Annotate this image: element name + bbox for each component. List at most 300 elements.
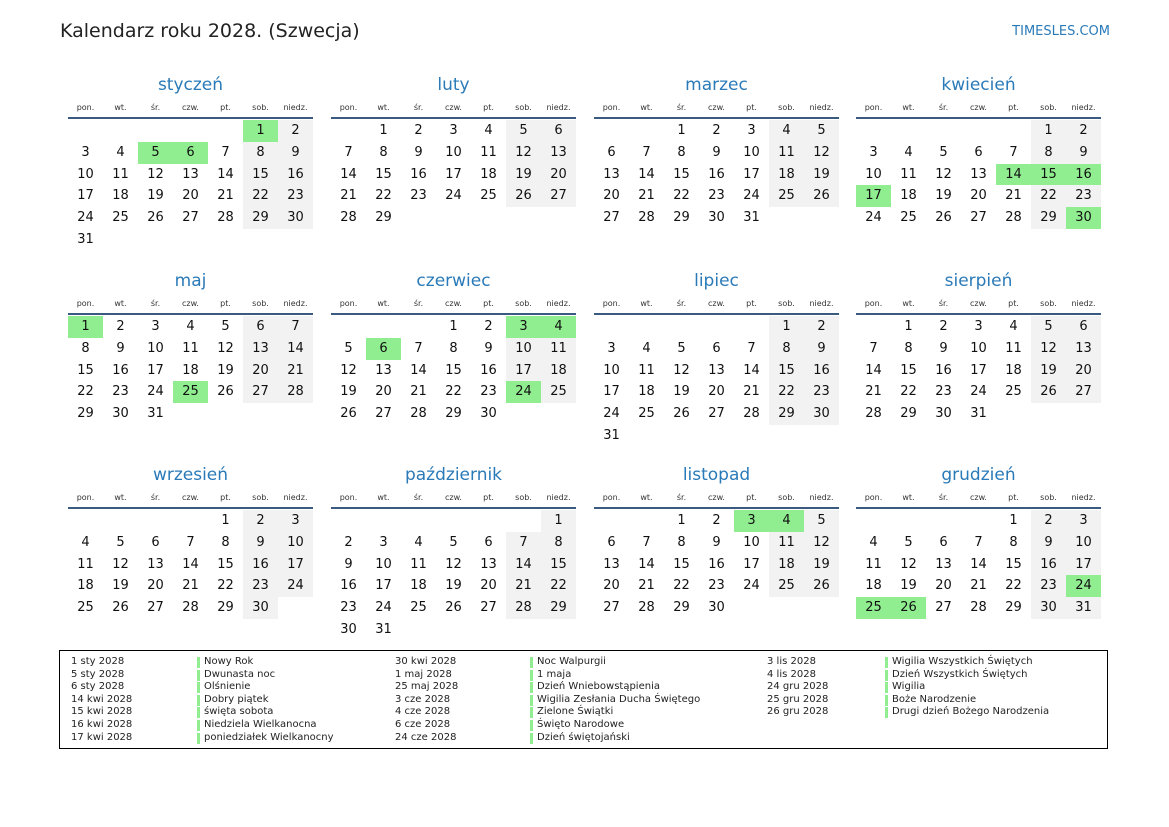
day-cell: 5 <box>344 340 353 356</box>
day-cell: 7 <box>506 532 541 554</box>
day-cell: 30 <box>708 210 725 226</box>
day-cell: 23 <box>804 381 839 403</box>
day-cell: 14 <box>638 556 655 572</box>
day-cell: 28 <box>340 210 357 226</box>
day-cell: 26 <box>217 384 234 400</box>
empty-cell <box>664 316 699 338</box>
day-cell: 6 <box>1066 316 1101 338</box>
day-cell: 14 <box>743 362 760 378</box>
day-cell: 4 <box>769 120 804 142</box>
day-cell: 28 <box>638 210 655 226</box>
day-cell: 15 <box>673 556 690 572</box>
month-block <box>594 269 839 447</box>
day-cell: 22 <box>673 188 690 204</box>
day-cell: 12 <box>900 556 917 572</box>
day-cell: 10 <box>1066 532 1101 554</box>
day-cell: 21 <box>506 575 541 597</box>
day-cell: 1 <box>769 316 804 338</box>
weekday-label: niedz. <box>1071 298 1096 308</box>
day-cell: 8 <box>81 340 90 356</box>
weekday-label: pon. <box>339 102 358 112</box>
legend-row <box>71 719 444 732</box>
weekday-label: pon. <box>864 298 883 308</box>
day-cell: 4 <box>1009 319 1018 334</box>
day-cell: 23 <box>410 188 427 204</box>
day-cell: 16 <box>804 360 839 382</box>
weekday-label: pon. <box>76 102 95 112</box>
day-cell: 28 <box>1005 210 1022 226</box>
weekday-label: wt. <box>902 492 915 502</box>
month-block <box>331 463 576 641</box>
day-cell: 20 <box>480 578 497 594</box>
day-cell: 30 <box>278 207 313 229</box>
day-grid <box>594 510 839 619</box>
weekday-label: czw. <box>708 492 725 502</box>
day-cell: 19 <box>147 188 164 204</box>
empty-cell <box>138 510 173 532</box>
day-cell: 15 <box>900 362 917 378</box>
holiday-day-cell: 25 <box>856 597 891 619</box>
weekday-label: wt. <box>640 492 653 502</box>
day-cell: 19 <box>900 578 917 594</box>
day-cell: 24 <box>743 188 760 204</box>
holiday-marker <box>885 657 888 668</box>
weekday-label: niedz. <box>1071 102 1096 112</box>
weekday-label: pon. <box>76 298 95 308</box>
weekday-label: pon. <box>864 492 883 502</box>
weekday-label: czw. <box>708 102 725 112</box>
day-cell: 18 <box>638 384 655 400</box>
day-cell: 17 <box>743 556 760 572</box>
day-cell: 23 <box>112 384 129 400</box>
day-cell: 14 <box>278 338 313 360</box>
day-cell: 23 <box>1031 575 1066 597</box>
day-cell: 14 <box>506 554 541 576</box>
month-block <box>331 269 576 425</box>
day-cell: 31 <box>743 210 760 226</box>
day-cell: 16 <box>410 166 427 182</box>
holiday-day-cell: 24 <box>1066 575 1101 597</box>
day-cell: 12 <box>147 166 164 182</box>
day-cell: 6 <box>541 120 576 142</box>
weekday-label: czw. <box>970 492 987 502</box>
holiday-marker <box>530 670 533 681</box>
day-cell: 20 <box>603 188 620 204</box>
day-cell: 24 <box>445 188 462 204</box>
day-cell: 28 <box>743 406 760 422</box>
day-cell: 22 <box>445 384 462 400</box>
month-block <box>594 73 839 229</box>
day-cell: 29 <box>243 207 278 229</box>
weekday-label: wt. <box>902 102 915 112</box>
empty-cell <box>471 510 506 532</box>
holiday-date: 3 lis 2028 <box>767 656 816 667</box>
day-cell: 14 <box>970 556 987 572</box>
month-name: maj <box>174 271 207 291</box>
month-name: lipiec <box>694 271 739 291</box>
day-cell: 7 <box>747 340 756 356</box>
day-cell: 20 <box>708 384 725 400</box>
weekday-label: śr. <box>676 102 687 112</box>
weekday-label: sob. <box>252 102 269 112</box>
day-cell: 27 <box>182 210 199 226</box>
holiday-date: 26 gru 2028 <box>767 706 829 718</box>
holiday-name: Drugi dzień Bożego Narodzenia <box>892 706 1050 718</box>
weekday-label: wt. <box>114 298 127 308</box>
day-grid <box>68 510 313 619</box>
day-cell: 20 <box>182 188 199 204</box>
day-cell: 26 <box>340 406 357 422</box>
day-cell: 26 <box>445 600 462 616</box>
holiday-marker <box>197 720 200 731</box>
day-cell: 25 <box>410 600 427 616</box>
weekday-label: pt. <box>220 298 231 308</box>
holiday-marker <box>530 657 533 668</box>
day-cell: 13 <box>541 142 576 164</box>
weekday-label: niedz. <box>283 492 308 502</box>
day-cell: 17 <box>1066 554 1101 576</box>
day-cell: 14 <box>340 166 357 182</box>
holiday-date: 30 kwi 2028 <box>395 656 457 667</box>
day-cell: 16 <box>243 554 278 576</box>
holiday-name: Dzień świętojański <box>537 731 630 743</box>
day-cell: 21 <box>970 578 987 594</box>
day-cell: 3 <box>869 144 878 160</box>
weekday-label: wt. <box>377 492 390 502</box>
weekday-label: sob. <box>1040 102 1057 112</box>
day-cell: 8 <box>379 144 388 160</box>
empty-cell <box>401 510 436 532</box>
weekday-label: śr. <box>938 298 949 308</box>
day-cell: 29 <box>375 210 392 226</box>
legend-row <box>71 656 444 669</box>
weekday-label: czw. <box>708 298 725 308</box>
weekday-label: sob. <box>252 492 269 502</box>
day-cell: 2 <box>484 319 493 334</box>
weekday-label: niedz. <box>546 102 571 112</box>
day-cell: 3 <box>449 123 458 138</box>
day-cell: 9 <box>1066 142 1101 164</box>
day-cell: 2 <box>1031 510 1066 532</box>
legend-row <box>767 681 1132 694</box>
day-cell: 4 <box>186 319 195 334</box>
empty-cell <box>594 316 629 338</box>
day-cell: 27 <box>970 210 987 226</box>
day-cell: 19 <box>445 578 462 594</box>
day-cell: 20 <box>970 188 987 204</box>
holiday-legend <box>59 650 1108 749</box>
day-cell: 7 <box>186 534 195 550</box>
day-grid <box>856 120 1101 229</box>
day-cell: 21 <box>278 360 313 382</box>
holiday-name: Boże Narodzenie <box>892 693 977 705</box>
empty-cell <box>926 510 961 532</box>
day-cell: 27 <box>1066 381 1101 403</box>
weekday-label: wt. <box>114 492 127 502</box>
weekday-label: sob. <box>778 492 795 502</box>
empty-cell <box>699 316 734 338</box>
holiday-date: 25 maj 2028 <box>395 681 459 693</box>
day-cell: 12 <box>112 556 129 572</box>
day-cell: 21 <box>182 578 199 594</box>
day-cell: 20 <box>375 384 392 400</box>
weekday-label: niedz. <box>283 102 308 112</box>
day-cell: 9 <box>1031 532 1066 554</box>
day-cell: 13 <box>603 556 620 572</box>
day-cell: 30 <box>243 597 278 619</box>
day-cell: 26 <box>804 185 839 207</box>
day-cell: 29 <box>673 210 690 226</box>
holiday-day-cell: 3 <box>506 316 541 338</box>
day-cell: 2 <box>712 513 721 528</box>
holiday-date: 24 gru 2028 <box>767 681 829 693</box>
day-cell: 8 <box>1031 142 1066 164</box>
day-cell: 14 <box>410 362 427 378</box>
empty-cell <box>856 120 891 142</box>
holiday-marker <box>530 733 533 744</box>
weekday-label: czw. <box>970 102 987 112</box>
holiday-name: Wigilia Zesłania Ducha Świętego <box>537 693 701 705</box>
weekday-header <box>856 293 1101 315</box>
day-cell: 8 <box>1009 534 1018 550</box>
day-cell: 15 <box>375 166 392 182</box>
day-cell: 19 <box>804 554 839 576</box>
day-cell: 6 <box>151 534 160 550</box>
day-cell: 21 <box>1005 188 1022 204</box>
weekday-label: niedz. <box>283 298 308 308</box>
day-cell: 29 <box>217 600 234 616</box>
weekday-header <box>68 487 313 509</box>
day-cell: 4 <box>484 123 493 138</box>
day-cell: 24 <box>970 384 987 400</box>
day-cell: 30 <box>708 600 725 616</box>
day-cell: 30 <box>112 406 129 422</box>
day-cell: 12 <box>935 166 952 182</box>
weekday-label: czw. <box>182 102 199 112</box>
holiday-name: Dwunasta noc <box>204 668 276 680</box>
weekday-header <box>68 293 313 315</box>
empty-cell <box>173 120 208 142</box>
day-cell: 5 <box>506 120 541 142</box>
day-cell: 21 <box>340 188 357 204</box>
day-cell: 21 <box>743 384 760 400</box>
holiday-day-cell: 30 <box>1066 207 1101 229</box>
day-cell: 17 <box>147 362 164 378</box>
day-cell: 28 <box>506 597 541 619</box>
month-name: czerwiec <box>416 271 491 291</box>
empty-cell <box>891 120 926 142</box>
day-cell: 18 <box>900 188 917 204</box>
day-cell: 4 <box>869 534 878 550</box>
legend-row <box>395 681 777 694</box>
holiday-day-cell: 17 <box>856 185 891 207</box>
day-cell: 13 <box>935 556 952 572</box>
empty-cell <box>629 120 664 142</box>
day-cell: 29 <box>1005 600 1022 616</box>
day-cell: 25 <box>77 600 94 616</box>
day-cell: 13 <box>1066 338 1101 360</box>
day-cell: 16 <box>480 362 497 378</box>
day-cell: 10 <box>743 534 760 550</box>
day-cell: 1 <box>1009 513 1018 528</box>
day-cell: 8 <box>904 340 913 356</box>
weekday-label: śr. <box>413 298 424 308</box>
day-cell: 9 <box>116 340 125 356</box>
holiday-day-cell: 1 <box>243 120 278 142</box>
legend-row <box>71 694 444 707</box>
day-cell: 13 <box>603 166 620 182</box>
holiday-name: Dzień Wszystkich Świętych <box>892 668 1028 680</box>
month-name: październik <box>404 465 503 485</box>
weekday-label: czw. <box>182 492 199 502</box>
day-cell: 13 <box>708 362 725 378</box>
holiday-day-cell: 3 <box>734 510 769 532</box>
holiday-marker <box>885 707 888 718</box>
weekday-label: śr. <box>150 492 161 502</box>
holiday-marker <box>197 682 200 693</box>
day-cell: 11 <box>410 556 427 572</box>
day-cell: 17 <box>375 578 392 594</box>
day-cell: 29 <box>1031 207 1066 229</box>
empty-cell <box>401 316 436 338</box>
day-cell: 4 <box>904 144 913 160</box>
weekday-label: niedz. <box>546 298 571 308</box>
weekday-label: czw. <box>445 298 462 308</box>
holiday-date: 1 sty 2028 <box>71 656 125 667</box>
holiday-marker <box>530 707 533 718</box>
day-cell: 21 <box>638 188 655 204</box>
day-cell: 1 <box>677 513 686 528</box>
month-block <box>856 463 1101 619</box>
holiday-name: Święto Narodowe <box>537 718 625 730</box>
site-link[interactable]: TIMESLES.COM <box>1012 24 1110 39</box>
day-cell: 23 <box>708 578 725 594</box>
day-cell: 12 <box>804 142 839 164</box>
day-cell: 18 <box>769 164 804 186</box>
weekday-label: pt. <box>483 102 494 112</box>
day-cell: 4 <box>81 534 90 550</box>
holiday-marker <box>197 657 200 668</box>
weekday-label: pon. <box>339 298 358 308</box>
empty-cell <box>173 510 208 532</box>
month-name: sierpień <box>944 271 1013 291</box>
day-cell: 20 <box>935 578 952 594</box>
holiday-date: 5 sty 2028 <box>71 668 125 680</box>
day-cell: 11 <box>112 166 129 182</box>
holiday-marker <box>885 682 888 693</box>
day-cell: 5 <box>804 120 839 142</box>
day-cell: 28 <box>278 381 313 403</box>
day-cell: 19 <box>1031 360 1066 382</box>
day-cell: 21 <box>410 384 427 400</box>
empty-cell <box>961 510 996 532</box>
day-cell: 31 <box>603 427 620 443</box>
day-cell: 31 <box>970 406 987 422</box>
day-cell: 1 <box>449 319 458 334</box>
month-block <box>856 269 1101 425</box>
empty-cell <box>594 510 629 532</box>
empty-cell <box>891 510 926 532</box>
day-cell: 16 <box>708 166 725 182</box>
holiday-marker <box>530 682 533 693</box>
day-cell: 7 <box>642 144 651 160</box>
empty-cell <box>996 120 1031 142</box>
weekday-header <box>68 97 313 119</box>
day-cell: 11 <box>638 362 655 378</box>
page-title: Kalendarz roku 2028. (Szwecja) <box>60 20 360 42</box>
empty-cell <box>629 316 664 338</box>
weekday-header <box>594 97 839 119</box>
weekday-header <box>594 487 839 509</box>
day-cell: 23 <box>340 600 357 616</box>
holiday-name: Noc Walpurgii <box>537 656 606 667</box>
day-cell: 8 <box>769 338 804 360</box>
day-cell: 8 <box>449 340 458 356</box>
weekday-label: pt. <box>746 492 757 502</box>
day-cell: 19 <box>506 164 541 186</box>
legend-row <box>71 669 444 682</box>
holiday-name: Olśnienie <box>204 681 251 693</box>
day-cell: 6 <box>939 534 948 550</box>
day-cell: 18 <box>410 578 427 594</box>
legend-row <box>71 681 444 694</box>
day-cell: 16 <box>112 362 129 378</box>
day-cell: 24 <box>375 600 392 616</box>
day-cell: 22 <box>673 578 690 594</box>
day-cell: 5 <box>221 319 230 334</box>
weekday-label: wt. <box>377 102 390 112</box>
weekday-label: śr. <box>413 492 424 502</box>
holiday-day-cell: 4 <box>769 510 804 532</box>
month-name: styczeń <box>157 75 224 95</box>
day-cell: 12 <box>804 532 839 554</box>
empty-cell <box>366 510 401 532</box>
day-cell: 23 <box>480 384 497 400</box>
day-cell: 1 <box>221 513 230 528</box>
day-cell: 24 <box>743 578 760 594</box>
month-name: kwiecień <box>941 75 1016 95</box>
day-cell: 16 <box>1031 554 1066 576</box>
day-cell: 25 <box>638 406 655 422</box>
day-cell: 10 <box>603 362 620 378</box>
weekday-label: czw. <box>970 298 987 308</box>
day-cell: 18 <box>112 188 129 204</box>
empty-cell <box>629 510 664 532</box>
empty-cell <box>961 120 996 142</box>
day-cell: 13 <box>182 166 199 182</box>
day-cell: 5 <box>116 534 125 550</box>
day-cell: 9 <box>414 144 423 160</box>
day-cell: 15 <box>1005 556 1022 572</box>
day-cell: 8 <box>677 534 686 550</box>
weekday-label: wt. <box>377 298 390 308</box>
day-cell: 9 <box>484 340 493 356</box>
day-cell: 2 <box>116 319 125 334</box>
day-cell: 25 <box>541 381 576 403</box>
day-cell: 13 <box>147 556 164 572</box>
day-cell: 23 <box>243 575 278 597</box>
day-cell: 16 <box>340 578 357 594</box>
holiday-marker <box>197 707 200 718</box>
day-cell: 27 <box>375 406 392 422</box>
day-cell: 17 <box>278 554 313 576</box>
legend-row <box>395 719 777 732</box>
empty-cell <box>68 120 103 142</box>
day-cell: 13 <box>243 338 278 360</box>
weekday-label: sob. <box>515 492 532 502</box>
day-cell: 30 <box>935 406 952 422</box>
legend-row <box>395 732 777 745</box>
